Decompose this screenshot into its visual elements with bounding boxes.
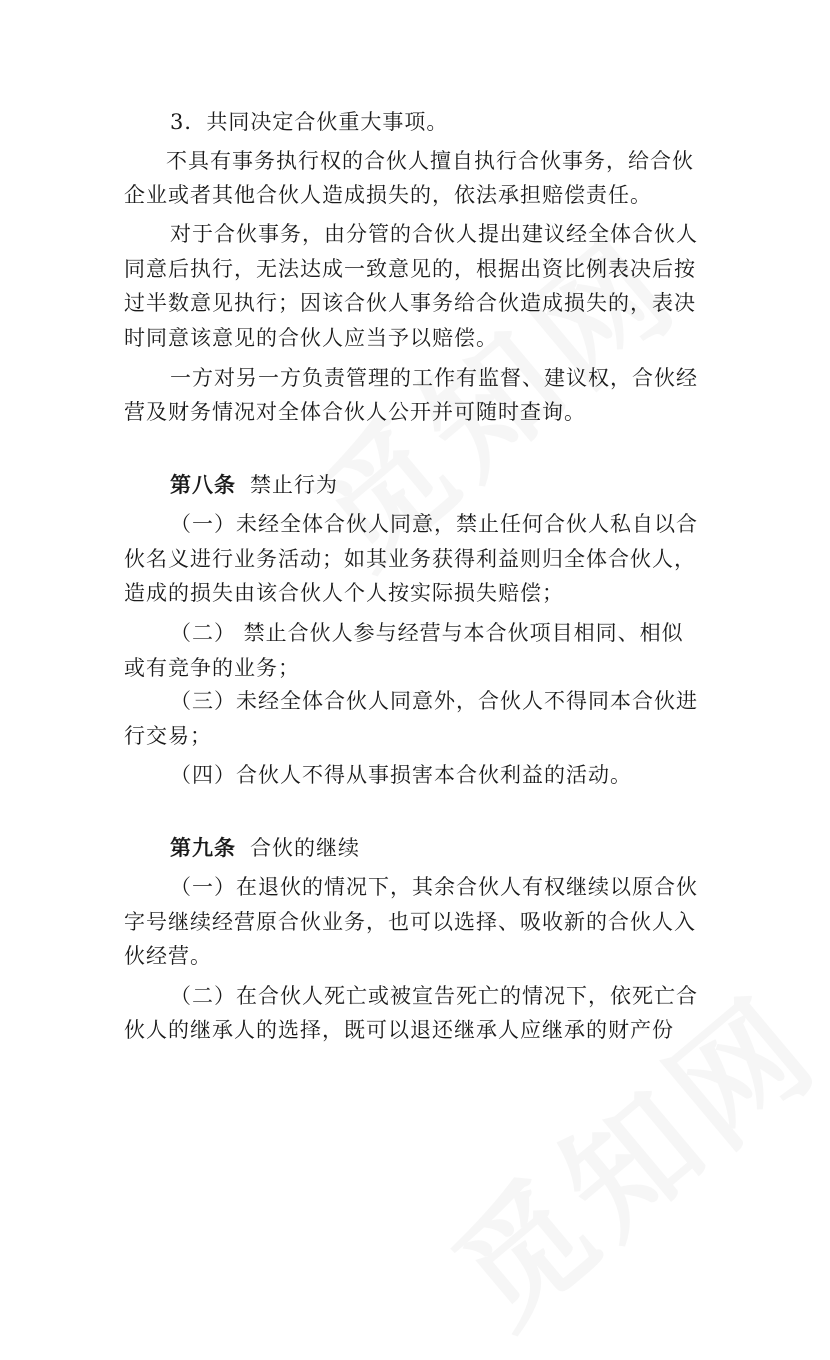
list-item-line: 伙经营。 [124, 944, 212, 968]
paragraph-line: 企业或者其他合伙人造成损失的，依法承担赔偿责任。 [124, 183, 652, 207]
paragraph-line: 同意后执行，无法达成一致意见的，根据出资比例表决后按 [124, 257, 696, 281]
list-item-line: （四）合伙人不得从事损害本合伙利益的活动。 [170, 763, 632, 787]
article-8-title: 禁止行为 [250, 473, 338, 497]
list-item-line: 伙人的继承人的选择，既可以退还继承人应继承的财产份 [124, 1018, 674, 1042]
paragraph-line: 过半数意见执行；因该合伙人事务给合伙造成损失的，表决 [124, 291, 696, 315]
list-item-line: 造成的损失由该合伙人个人按实际损失赔偿； [124, 581, 564, 605]
paragraph-line: 一方对另一方负责管理的工作有监督、建议权，合伙经 [170, 366, 698, 390]
list-item-line: 字号继续经营原合伙业务，也可以选择、吸收新的合伙人入 [124, 910, 696, 934]
watermark [409, 947, 830, 1360]
list-item-line: （二）在合伙人死亡或被宣告死亡的情况下，依死亡合 [170, 984, 698, 1008]
paragraph-line: 3．共同决定合伙重大事项。 [170, 110, 449, 134]
paragraph-line: 时同意该意见的合伙人应当予以赔偿。 [124, 326, 498, 350]
list-item-line: （一）未经全体合伙人同意，禁止任何合伙人私自以合 [170, 512, 698, 536]
paragraph-line: 对于合伙事务，由分管的合伙人提出建议经全体合伙人 [170, 222, 698, 246]
list-item-line: （一）在退伙的情况下，其余合伙人有权继续以原合伙 [170, 875, 698, 899]
paragraph-line: 营及财务情况对全体合伙人公开并可随时查询。 [124, 400, 586, 424]
paragraph-line: 不具有事务执行权的合伙人擅自执行合伙事务，给合伙 [166, 149, 694, 173]
list-item-line: 行交易； [124, 724, 212, 748]
article-9-number: 第九条 [170, 836, 236, 860]
list-item-line: （三）未经全体合伙人同意外，合伙人不得同本合伙进 [170, 689, 698, 713]
list-item-line: （二） 禁止合伙人参与经营与本合伙项目相同、相似 [170, 621, 684, 645]
article-8-heading [170, 473, 338, 497]
article-9-heading [170, 836, 360, 860]
article-9-title: 合伙的继续 [250, 836, 360, 860]
article-8-number: 第八条 [170, 473, 236, 497]
list-item-line: 或有竞争的业务； [124, 656, 300, 680]
list-item-line: 伙名义进行业务活动；如其业务获得利益则归全体合伙人， [124, 547, 696, 571]
watermark [269, 187, 711, 600]
